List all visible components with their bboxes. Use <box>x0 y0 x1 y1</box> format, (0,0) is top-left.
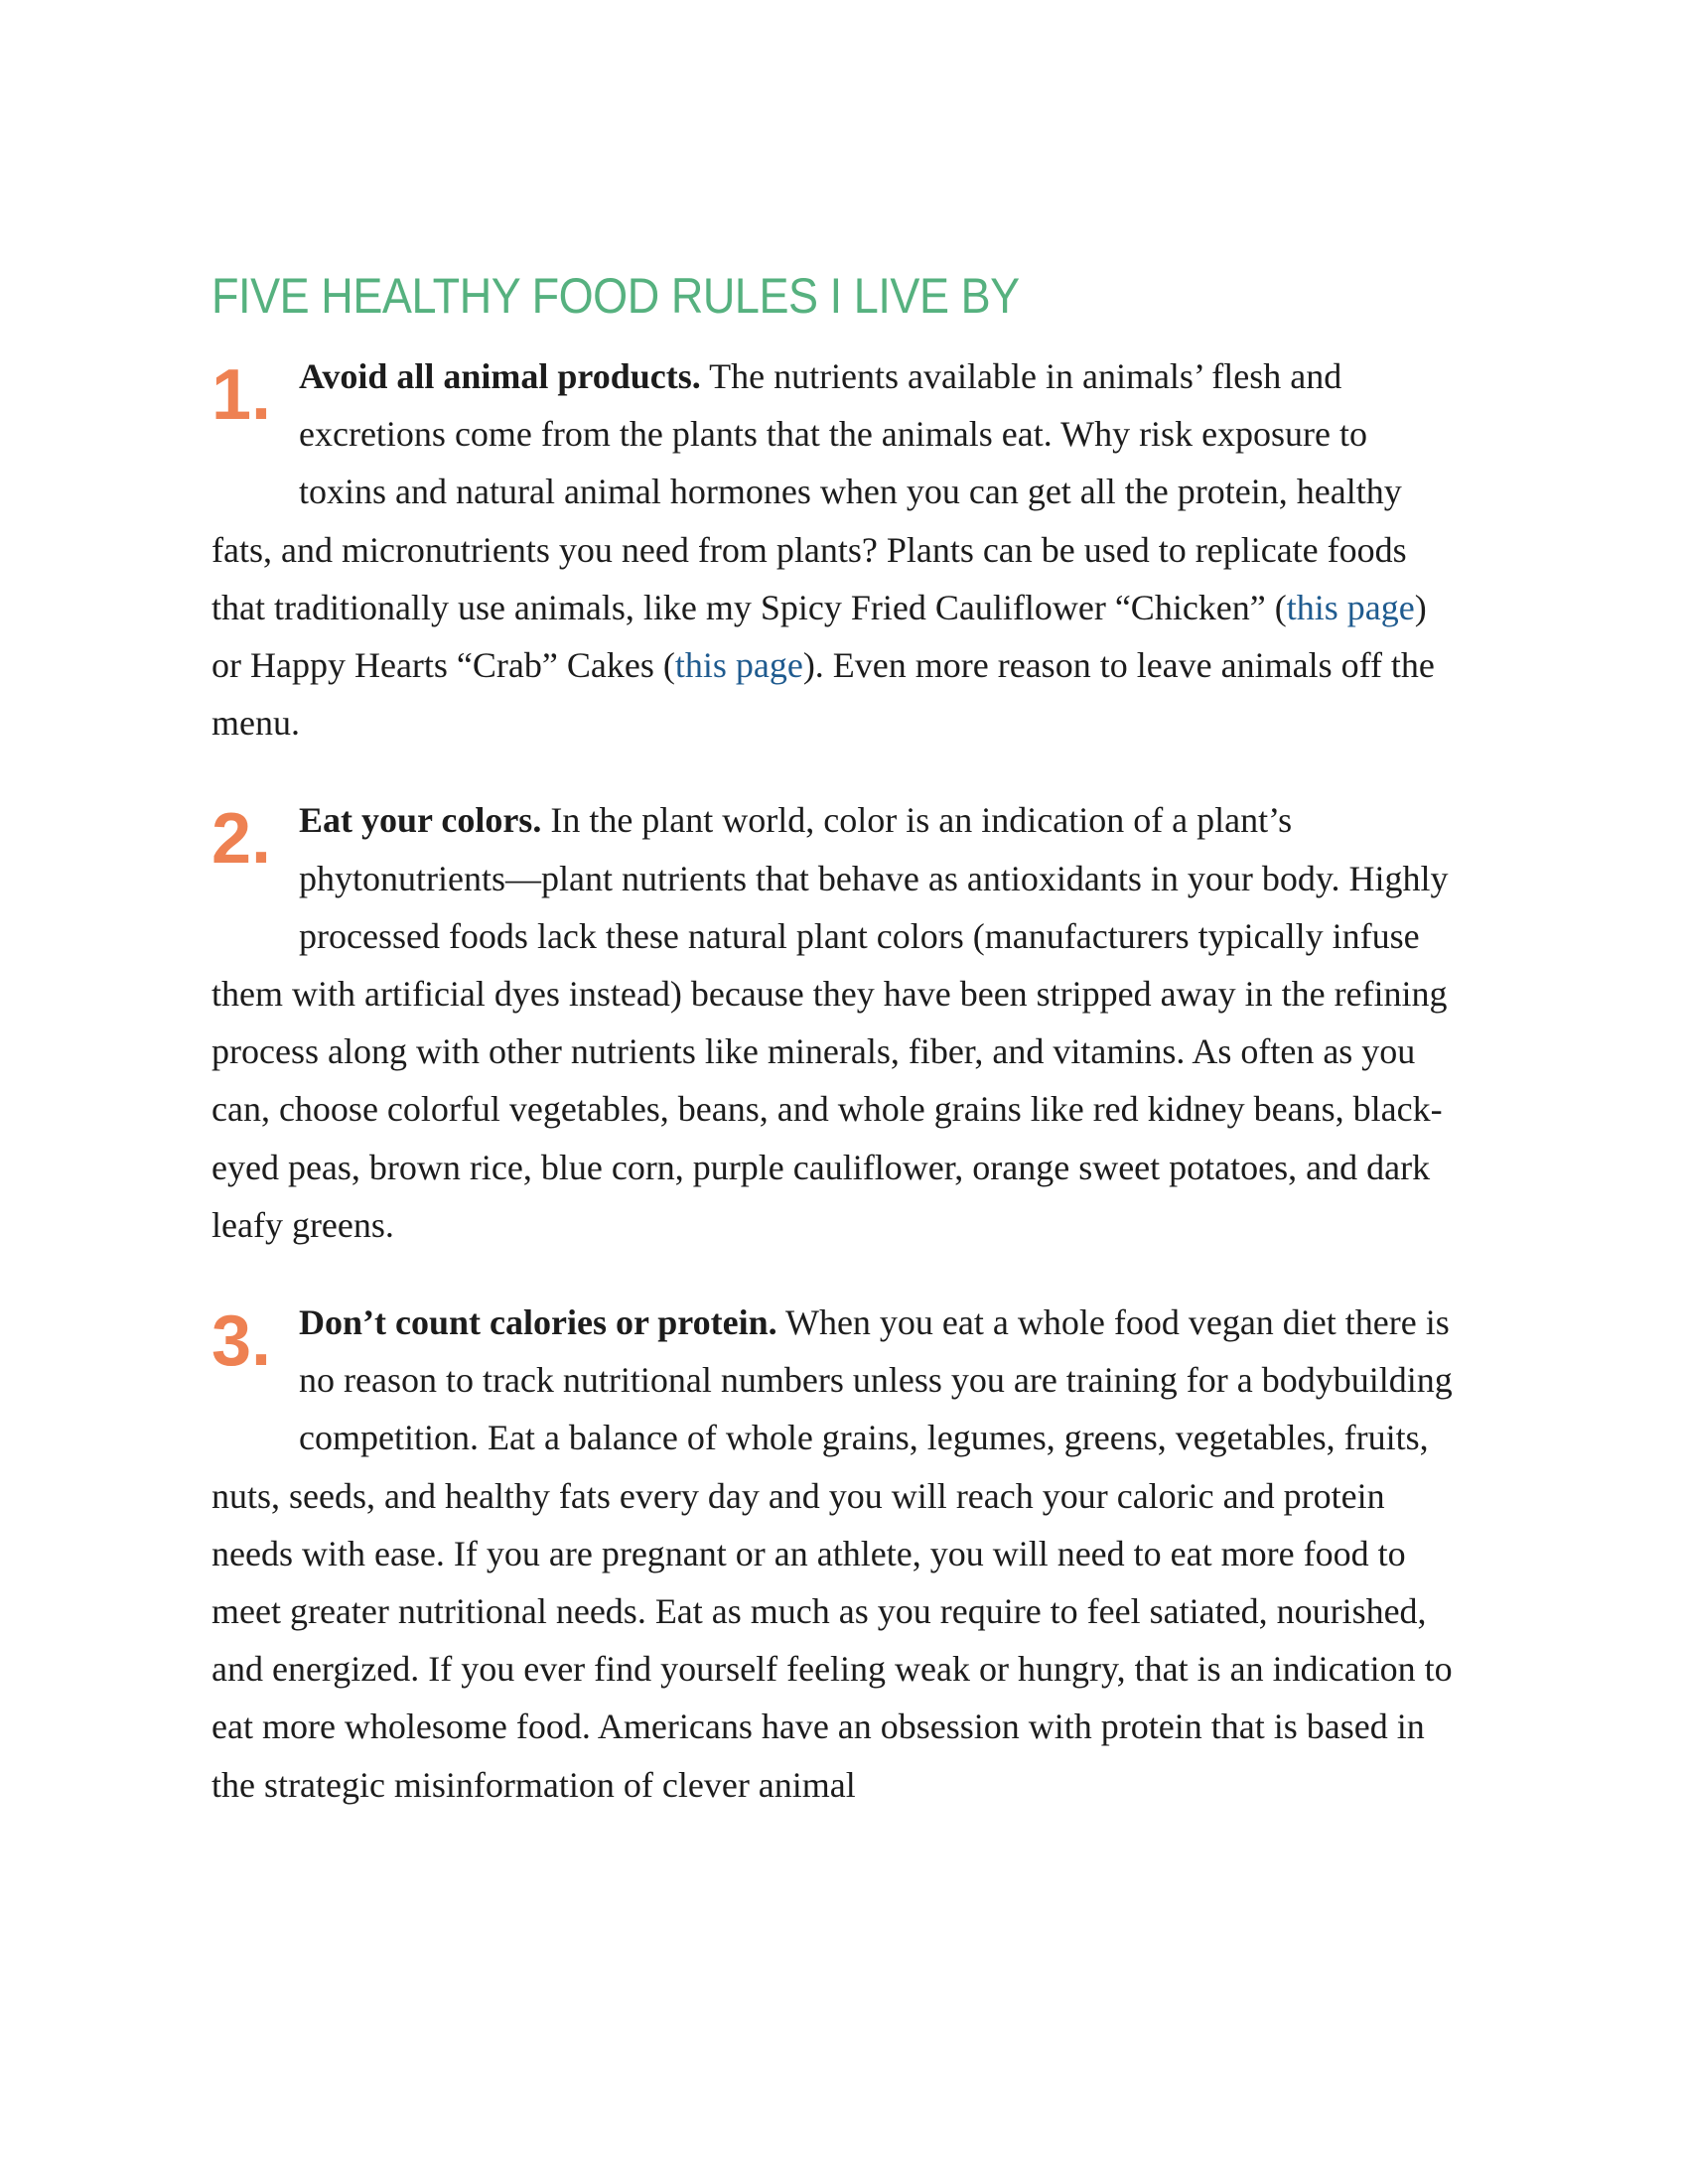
rule-number: 3. <box>211 1301 272 1382</box>
rule-1 <box>211 347 1460 751</box>
rule-text: The nutrients available in animals’ flesh and excretions come from the plants that the animals eat. Why risk exposure to toxins and natural animal hormones when you can get all the protein, healthy fats, and micronutrients you need from plants? Plants can be used to replicate foods that traditionally use animals, like my Spicy Fried Cauliflower “Chicken” ( <box>211 356 1407 627</box>
rule-2 <box>211 791 1460 1254</box>
rule-text: When you eat a whole food vegan diet there is no reason to track nutritional numbers unless you are training for a bodybuilding competition. Eat a balance of whole grains, legumes, greens, vegetables, fruits, nuts, seeds, and healthy fats every day and you will reach your caloric and protein needs with ease. If you are pregnant or an athlete, you will need to eat more food to meet greater nutritional needs. Eat as much as you require to feel satiated, nourished, and energized. If you ever find yourself feeling weak or hungry, that is an indication to eat more wholesome food. Americans have an obsession with protein that is based in the strategic misinformation of clever animal <box>211 1302 1453 1805</box>
page-link[interactable]: this page <box>674 645 803 686</box>
rule-number: 1. <box>211 355 272 435</box>
rule-text: ) or Happy Hearts “Crab” Cakes ( <box>211 587 1427 686</box>
rule-3 <box>211 1294 1460 1814</box>
rule-text: In the plant world, color is an indication of a plant’s phytonutrients—plant nutrients that behave as antioxidants in your body. Highly processed foods lack these natural plant colors (manufacturers typically infuse them with artificial dyes instead) because they have been stripped away in the refining process along with other nutrients like minerals, fiber, and vitamins. As often as you can, choose colorful vegetables, beans, and whole grains like red kidney beans, black-eyed peas, brown rice, blue corn, purple cauliflower, orange sweet potatoes, and dark leafy greens. <box>211 800 1449 1245</box>
rule-text: ). Even more reason to leave animals off the menu. <box>211 645 1435 744</box>
rule-lead: Avoid all animal products. <box>299 356 701 396</box>
rule-lead: Don’t count calories or protein. <box>299 1302 777 1343</box>
rule-lead: Eat your colors. <box>299 800 542 841</box>
rule-number: 2. <box>211 799 272 880</box>
page-title: FIVE HEALTHY FOOD RULES I LIVE BY <box>211 268 1020 324</box>
page-link[interactable]: this page <box>1286 587 1415 627</box>
